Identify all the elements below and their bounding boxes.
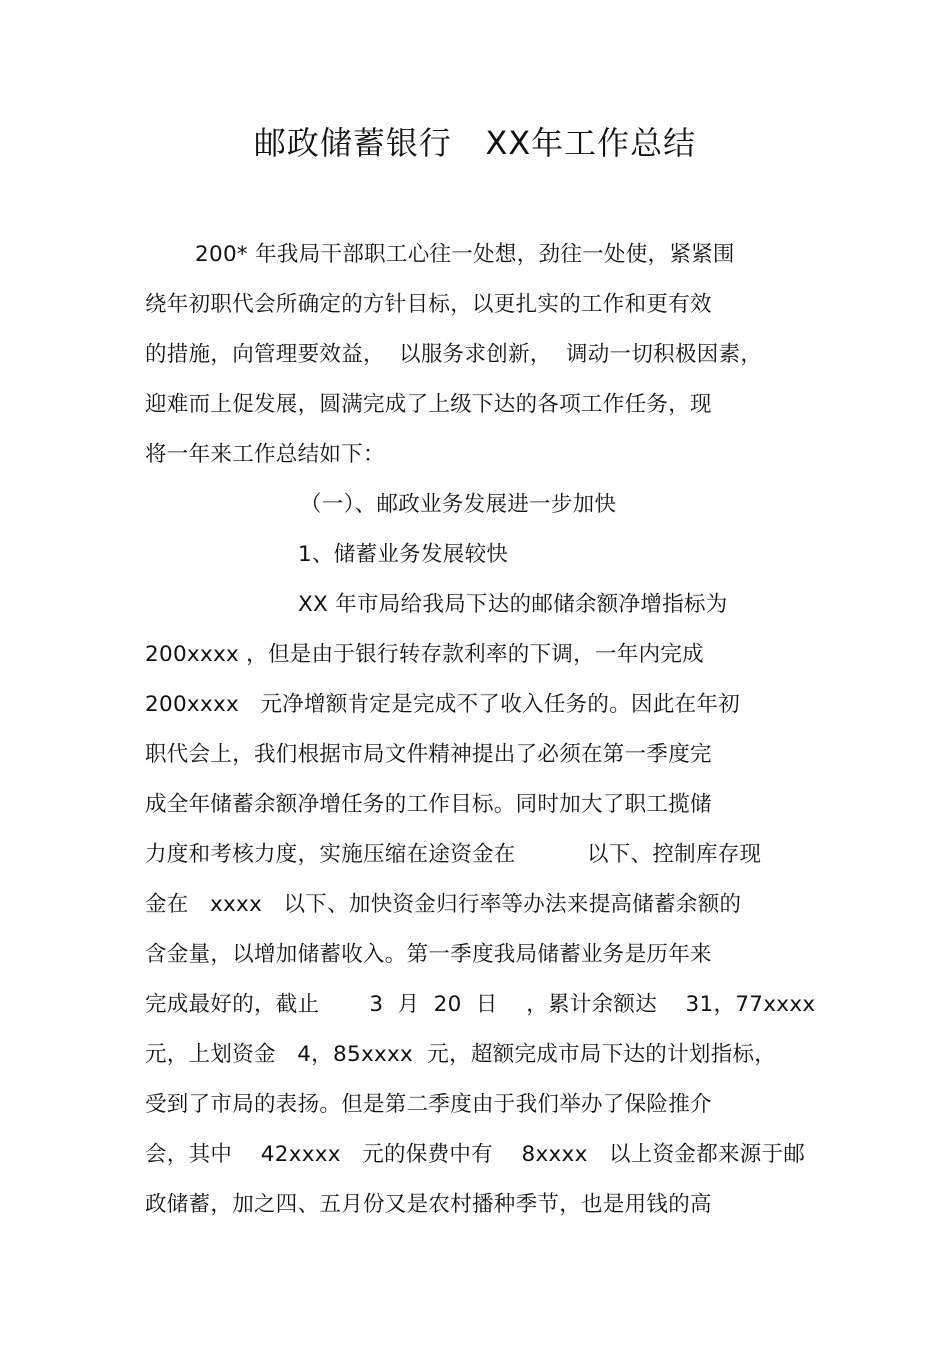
paragraph-line: 200xxxx ，但是由于银行转存款利率的下调，一年内完成 xyxy=(145,642,704,667)
paragraph-line: 元，上划资金 4，85xxxx 元，超额完成市局下达的计划指标， xyxy=(145,1042,777,1067)
paragraph-line: 200xxxx 元净增额肯定是完成不了收入任务的。因此在年初 xyxy=(145,692,741,717)
paragraph-line: XX 年市局给我局下达的邮储余额净增指标为 xyxy=(298,592,728,617)
subsection-heading: 1、储蓄业务发展较快 xyxy=(298,542,509,567)
paragraph-line: 成全年储蓄余额净增任务的工作目标。同时加大了职工揽储 xyxy=(145,792,712,817)
paragraph-line: 受到了市局的表扬。但是第二季度由于我们举办了保险推介 xyxy=(145,1092,712,1117)
paragraph-line: 将一年来工作总结如下： xyxy=(145,442,385,467)
document-title: 邮政储蓄银行 XX年工作总结 xyxy=(253,124,697,162)
paragraph-line: 迎难而上促发展，圆满完成了上级下达的各项工作任务，现 xyxy=(145,392,712,417)
paragraph-line: 金在 xxxx 以下、加快资金归行率等办法来提高储蓄余额的 xyxy=(145,892,742,917)
paragraph-line: 绕年初职代会所确定的方针目标，以更扎实的工作和更有效 xyxy=(145,292,712,317)
paragraph-line: 的措施，向管理要效益， 以服务求创新， 调动一切积极因素， xyxy=(145,342,763,367)
paragraph-line: 政储蓄，加之四、五月份又是农村播种季节，也是用钱的高 xyxy=(145,1192,712,1217)
paragraph-line: 力度和考核力度，实施压缩在途资金在 以下、控制库存现 xyxy=(145,842,762,867)
section-heading: （一）、邮政业务发展进一步加快 xyxy=(300,492,617,517)
paragraph-line: 含金量，以增加储蓄收入。第一季度我局储蓄业务是历年来 xyxy=(145,942,712,967)
paragraph-line: 会，其中 42xxxx 元的保费中有 8xxxx 以上资金都来源于邮 xyxy=(145,1142,806,1167)
paragraph-line: 职代会上，我们根据市局文件精神提出了必须在第一季度完 xyxy=(145,742,712,767)
paragraph-line: 完成最好的，截止 3 月 20 日 ，累计余额达 31，77xxxx xyxy=(145,992,816,1017)
paragraph-line: 200* 年我局干部职工心往一处想，劲往一处使，紧紧围 xyxy=(195,242,735,267)
